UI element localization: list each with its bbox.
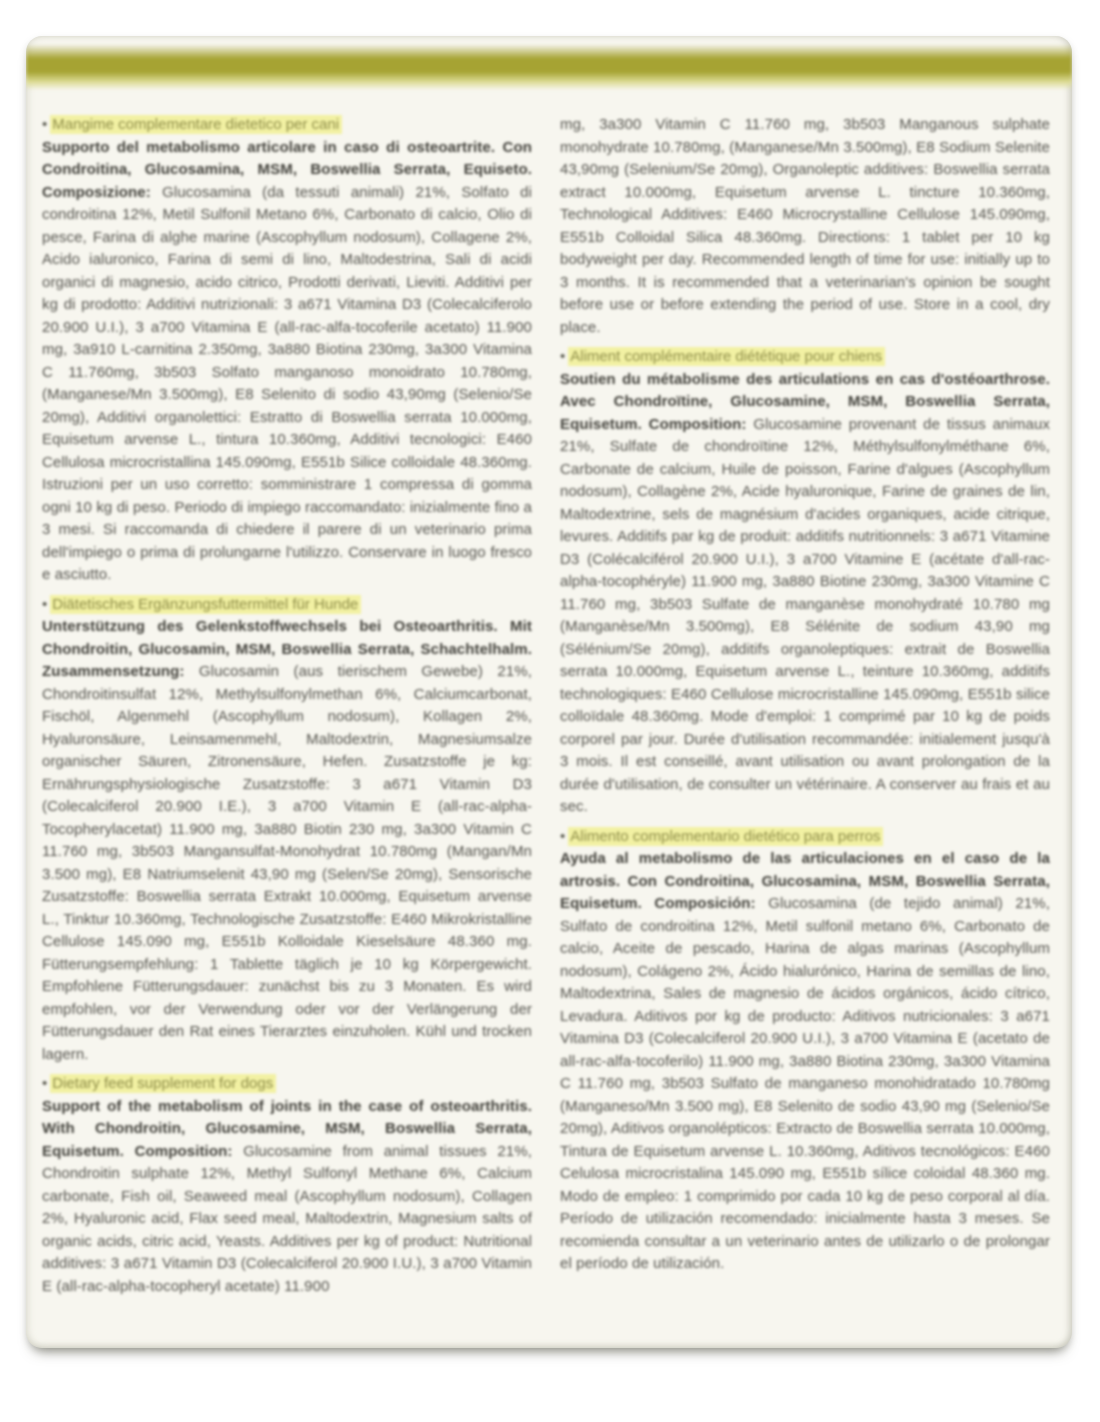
section-english-continued <box>560 114 1050 339</box>
bullet-icon: • <box>560 348 566 365</box>
heading-german-text: Diätetisches Ergänzungsfuttermittel für Hunde <box>50 595 361 614</box>
body-german-text: Glucosamin (aus tierischem Gewebe) 21%, Chondroitinsulfat 12%, Methylsulfonylmethan 6%, Calciumcarbonat, Fischöl, Algenmehl (Ascophyllum nodosum), Kollagen 2%, Hyaluronsäure, Leinsamenmehl, Maltodextrin, Magnesiumsalze organischer Säuren, Zitronensäure, Hefen. Zusatzstoffe je kg: Ernährungsphysiologische Zusatzstoffe: 3 a671 Vitamin D3 (Colecalciferol 20.900 I.E.), 3 a700 Vitamin E (all-rac-alpha-Tocopherylacetat) 11.900 mg, 3a880 Biotin 230 mg, 3a300 Vitamin C 11.760 mg, 3b503 Mangansulfat-Monohydrat 10.780mg (Mangan/Mn 3.500 mg), E8 Natriumselenit 43,90 mg (Selen/Se 20mg), Sensorische Zusatzstoffe: Boswellia serrata Extrakt 10.000mg, Equisetum arvense L., Tinktur 10.360mg, Technologische Zusatzstoffe: E460 Mikrokristalline Cellulose 145.090 mg, E551b Kolloidale Kieselsäure 48.360 mg. Fütterungsempfehlung: 1 Tablette täglich je 10 kg Körpergewicht. Empfohlene Fütterungsdauer: zunächst bis zu 3 Monaten. Es wird empfohlen, vor der Verwendung oder vor der Verlängerung der Fütterungsdauer den Rat eines Tierarztes einzuholen. Kühl und trocken lagern. <box>42 663 532 1063</box>
section-english <box>42 1073 532 1298</box>
body-spanish-intro: Ayuda al metabolismo de las articulaciones en el caso de la artrosis. Con Condroitina, Glucosamina, MSM, Boswellia Serrata, Equisetum. Composición: <box>560 850 1050 912</box>
body-german-intro: Unterstützung des Gelenkstoffwechsels bei Osteoarthritis. Mit Chondroitin, Glucosamin, MSM, Boswellia Serrata, Schachtelhalm. Zusammensetzung: <box>42 618 532 680</box>
bullet-icon: • <box>42 116 48 133</box>
section-italian <box>42 114 532 587</box>
body-english-left <box>42 1096 532 1299</box>
heading-italian <box>42 114 532 137</box>
body-italian-text: Glucosamina (da tessuti animali) 21%, Solfato di condroitina 12%, Metil Sulfonil Metano 6%, Carbonato di calcio, Olio di pesce, Farina di alghe marine (Ascophyllum nodosum), Collagene 2%, Acido ialuronico, Farina di semi di lino, Maltodestrina, Sali di acidi organici di magnesio, acido citrico, Prodotti derivati, Lieviti. Additivi per kg di prodotto: Additivi nutrizionali: 3 a671 Vitamina D3 (Colecalciferolo 20.900 U.I.), 3 a700 Vitamina E (all-rac-alfa-tocoferile acetato) 11.900 mg, 3a910 L-carnitina 2.350mg, 3a880 Biotina 230mg, 3a300 Vitamina C 11.760mg, 3b503 Solfato manganoso monoidrato 10.780mg, (Manganese/Mn 3.500mg), E8 Selenito di sodio 43,90mg (Selenio/Se 20mg), Additivi organolettici: Estratto di Boswellia serrata 10.000mg, Equisetum arvense L., tintura 10.360mg, Additivi tecnologici: E460 Cellulosa microcristallina 145.090mg, E551b Silice colloidale 48.360mg. Istruzioni per un uso corretto: somministrare 1 compressa di gomma ogni 10 kg di peso. Periodo di impiego raccomandato: inizialmente fino a 3 mesi. Si raccomanda di chiedere il parere di un veterinario prima dell'impiego o prima di prolungarne l'utilizzo. Conservare in luogo fresco e asciutto. <box>42 183 532 583</box>
body-french <box>560 369 1050 819</box>
body-italian-intro: Supporto del metabolismo articolare in caso di osteoartrite. Con Condroitina, Glucosamina, MSM, Boswellia Serrata, Equiseto. Composizione: <box>42 138 532 201</box>
section-french <box>560 346 1050 819</box>
product-back-panel <box>26 36 1072 1348</box>
heading-italian-text: Mangime complementare dietetico per cani <box>50 115 342 134</box>
heading-english-text: Dietary feed supplement for dogs <box>50 1074 276 1093</box>
bullet-icon: • <box>42 1075 48 1092</box>
body-french-intro: Soutien du métabolisme des articulations en cas d'ostéoarthrose. Avec Chondroïtine, Glucosamine, MSM, Boswellia Serrata, Equisetum. Composition: <box>560 370 1050 433</box>
left-column <box>42 114 532 1336</box>
heading-spanish-text: Alimento complementario dietético para perros <box>568 827 883 846</box>
heading-french <box>560 346 1050 369</box>
body-spanish-text: Glucosamina (de tejido animal) 21%, Sulfato de condroitina 12%, Metil sulfonil metano 6%, Carbonato de calcio, Aceite de pescado, Harina de algas marinas (Ascophyllum nodosum), Colágeno 2%, Ácido hialurónico, Harina de semillas de lino, Maltodextrina, Sales de magnesio de ácidos orgánicos, ácido cítrico, Levadura. Aditivos por kg de producto: Aditivos nutricionales: 3 a671 Vitamina D3 (Colecalciferol 20.900 U.I.), 3 a700 Vitamina E (acetato de all-rac-alfa-tocoferilo) 11.900 mg, 3a880 Biotina 230mg, 3a300 Vitamina C 11.760 mg, 3b503 Sulfato de manganeso monohidratado 10.780mg (Manganeso/Mn 3.500 mg), E8 Selenito de sodio 43,90 mg (Selenio/Se 20mg), Aditivos organolépticos: Extracto de Boswellia serrata 10.000mg, Tintura de Equisetum arvense L. 10.360mg, Aditivos tecnológicos: E460 Celulosa microcristalina 145.090 mg, E551b sílice coloidal 48.360 mg. Modo de empleo: 1 comprimido por cada 10 kg de peso corporal al día. Período de utilización recomendado: inicialmente hasta 3 meses. Se recomienda consultar a un veterinario antes de utilizarlo o de prolongar el período de utilización. <box>560 895 1050 1272</box>
body-english-intro: Support of the metabolism of joints in the case of osteoarthritis. With Chondroitin, Glucosamine, MSM, Boswellia Serrata, Equisetum. Composition: <box>42 1097 532 1160</box>
body-german <box>42 616 532 1066</box>
body-english-right-text: mg, 3a300 Vitamin C 11.760 mg, 3b503 Manganous sulphate monohydrate 10.780mg, (Manganese/Mn 3.500mg), E8 Sodium Selenite 43,90mg (Selenium/Se 20mg), Organoleptic additives: Boswellia serrata extract 10.000mg, Equisetum arvense L. tincture 10.360mg, Technological Additives: E460 Microcrystalline Cellulose 145.090mg, E551b Colloidal Silica 48.360mg. Directions: 1 tablet per 10 kg bodyweight per day. Recommended length of time for use: initially up to 3 months. It is recommended that a veterinarian's opinion be sought before use or before extending the period of use. Store in a cool, dry place. <box>560 116 1050 336</box>
body-italian <box>42 137 532 587</box>
heading-french-text: Aliment complémentaire diététique pour chiens <box>568 347 885 366</box>
section-german <box>42 594 532 1067</box>
label-text-area <box>42 114 1050 1336</box>
section-spanish <box>560 826 1050 1276</box>
heading-english <box>42 1073 532 1096</box>
right-column <box>560 114 1050 1336</box>
bullet-icon: • <box>560 827 566 845</box>
body-french-text: Glucosamine provenant de tissus animaux 21%, Sulfate de chondroïtine 12%, Méthylsulfonylméthane 6%, Carbonate de calcium, Huile de poisson, Farine d'algues (Ascophyllum nodosum), Collagène 2%, Acide hyaluronique, Farine de graines de lin, Maltodextrine, sels de magnésium d'acides organiques, acide citrique, levures. Additifs par kg de produit: additifs nutritionnels: 3 a671 Vitamine D3 (Colécalciférol 20.900 U.I.), 3 a700 Vitamine E (acétate d'all-rac-alpha-tocophéryle) 11.900 mg, 3a880 Biotine 230mg, 3a300 Vitamine C 11.760 mg, 3b503 Sulfate de manganèse monohydraté 10.780 mg (Manganèse/Mn 3.500mg), E8 Sélénite de sodium 43,90 mg (Sélénium/Se 20mg), additifs organoleptiques: extrait de Boswellia serrata 10.000mg, Equisetum arvense L., teinture 10.360mg, additifs technologiques: E460 Cellulose microcristalline 145.090mg, E551b silice colloïdale 48.360mg. Mode d'emploi: 1 comprimé par 10 kg de poids corporel par jour. Durée d'utilisation recommandée: initialement jusqu'à 3 mois. Il est conseillé, avant utilisation ou avant prolongation de la durée d'utilisation, de consulter un vétérinaire. A conserver au frais et au sec. <box>560 415 1050 815</box>
bullet-icon: • <box>42 595 48 613</box>
body-english-right <box>560 114 1050 339</box>
olive-top-band <box>26 44 1072 90</box>
heading-spanish <box>560 826 1050 849</box>
heading-german <box>42 594 532 617</box>
body-spanish <box>560 848 1050 1276</box>
body-english-left-text: Glucosamine from animal tissues 21%, Chondroitin sulphate 12%, Methyl Sulfonyl Methane 6%, Calcium carbonate, Fish oil, Seaweed meal (Ascophyllum nodosum), Collagen 2%, Hyaluronic acid, Flax seed meal, Maltodextrin, Magnesium salts of organic acids, citric acid, Yeasts. Additives per kg of product: Nutritional additives: 3 a671 Vitamin D3 (Colecalciferol 20.900 I.U.), 3 a700 Vitamin E (all-rac-alpha-tocopheryl acetate) 11.900 <box>42 1142 532 1295</box>
